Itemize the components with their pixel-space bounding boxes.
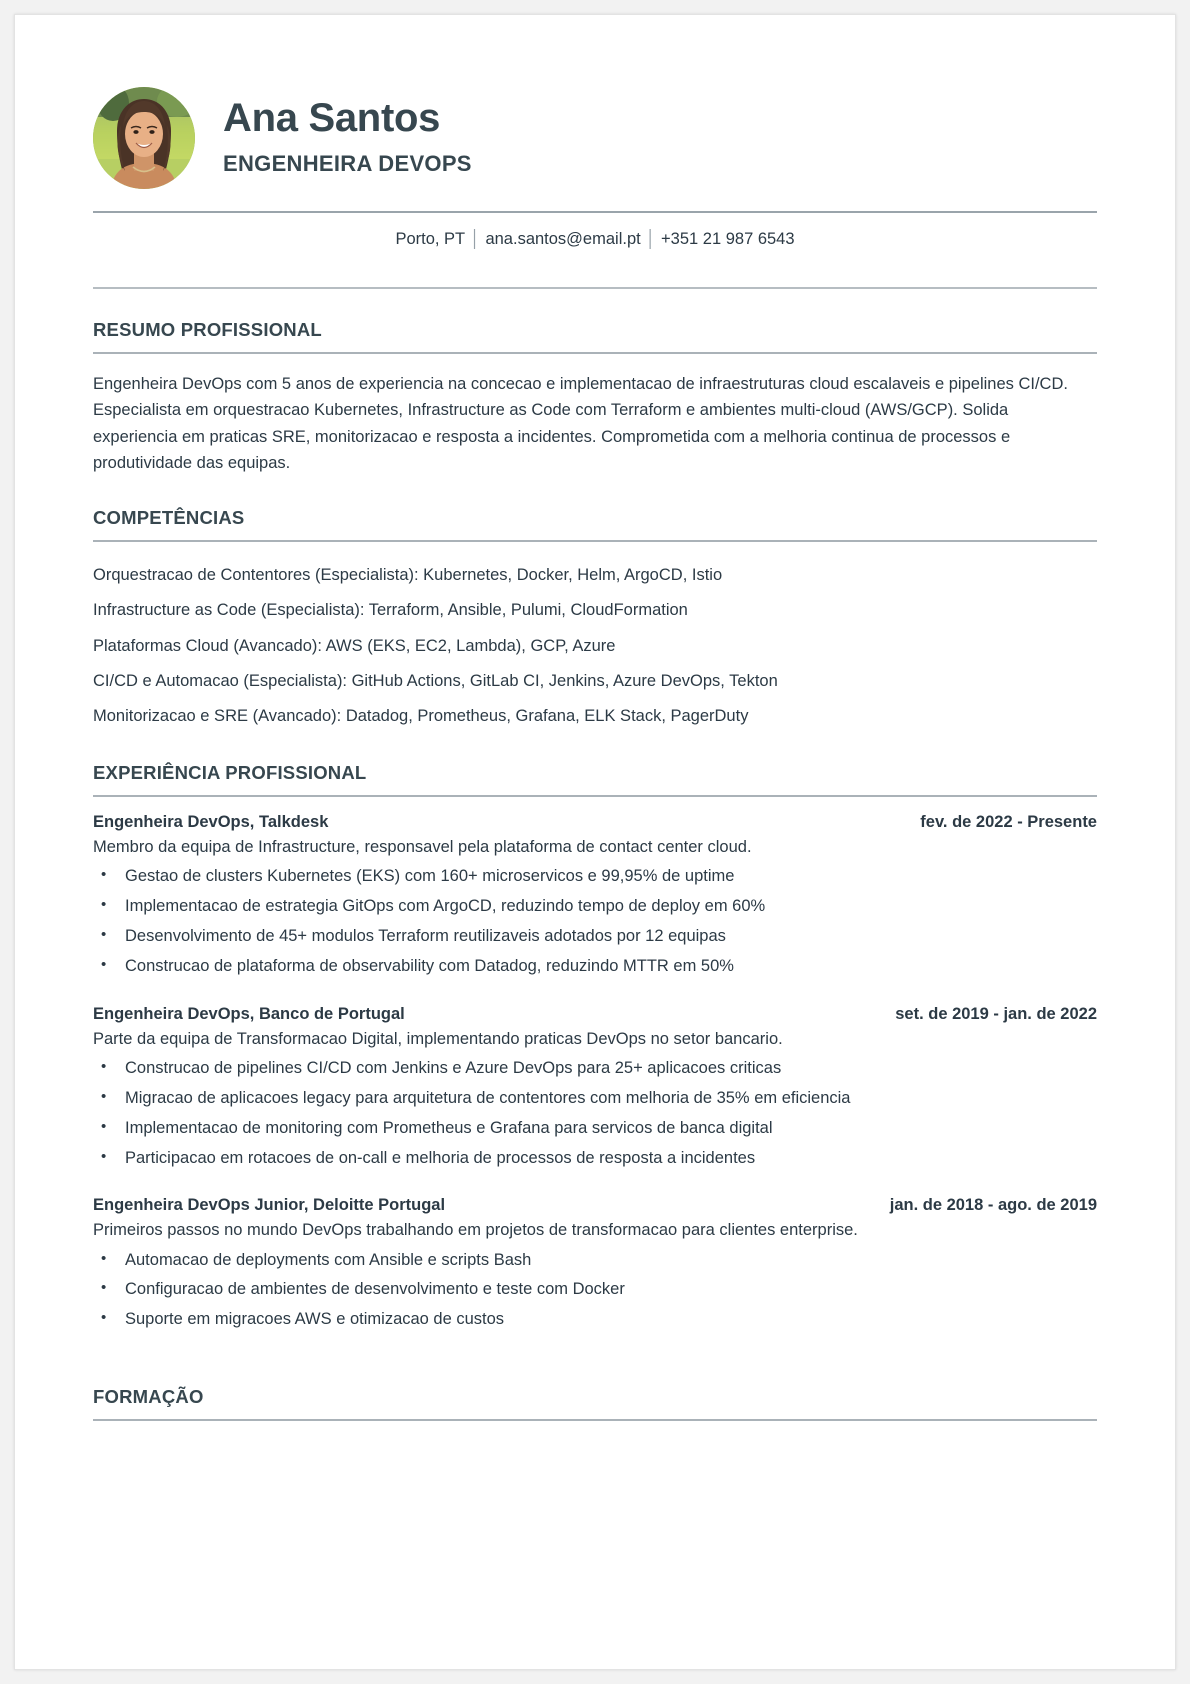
section-divider-education xyxy=(93,1419,1097,1421)
contact-line xyxy=(93,213,1097,265)
experience-bullet: • Configuracao de ambientes de desenvolvimento e teste com Docker xyxy=(93,1278,1097,1302)
experience-entry-header xyxy=(93,1196,1097,1215)
resume-header xyxy=(93,15,1097,189)
section-divider-summary xyxy=(93,352,1097,354)
section-heading-experience: EXPERIÊNCIA PROFISSIONAL xyxy=(93,761,367,783)
experience-job-dates: fev. de 2022 - Presente xyxy=(920,812,1097,831)
section-resumo-profissional xyxy=(93,319,1097,477)
skill-line: CI/CD e Automacao (Especialista): GitHub Actions, GitLab CI, Jenkins, Azure DevOps, Tekton xyxy=(93,671,778,690)
contact-separator-2: │ xyxy=(645,230,657,248)
experience-job-description: Parte da equipa de Transformacao Digital, implementando praticas DevOps no setor bancario. xyxy=(93,1029,783,1048)
section-heading-skills: COMPETÊNCIAS xyxy=(93,506,245,528)
section-competencias xyxy=(93,507,1097,734)
experience-bullet: • Migracao de aplicacoes legacy para arquitetura de contentores com melhoria de 35% em eficiencia xyxy=(93,1087,1097,1111)
experience-list xyxy=(93,813,1097,1332)
contact-email[interactable]: ana.santos@email.pt xyxy=(485,230,641,248)
section-heading-education: FORMAÇÃO xyxy=(93,1386,204,1408)
contact-location: Porto, PT xyxy=(395,230,466,248)
experience-bullet: • Construcao de pipelines CI/CD com Jenkins e Azure DevOps para 25+ aplicacoes criticas xyxy=(93,1057,1097,1081)
page-title: Ana Santos xyxy=(223,95,441,140)
experience-bullet: • Construcao de plataforma de observability com Datadog, reduzindo MTTR em 50% xyxy=(93,955,1097,979)
profile-photo-icon xyxy=(93,87,195,189)
summary-text: Engenheira DevOps com 5 anos de experiencia na concecao e implementacao de infraestruturas cloud escalaveis e pipelines CI/CD. Especialista em orquestracao Kubernetes, Infrastructure as Code com Terraform e ambientes multi-cloud (AWS/GCP). Solida experiencia em praticas SRE, monitorizacao e resposta a incidentes. Comprometida com a melhoria continua de processos e produtividade das equipas. xyxy=(93,375,1068,473)
skill-line: Orquestracao de Contentores (Especialista): Kubernetes, Docker, Helm, ArgoCD, Istio xyxy=(93,566,723,585)
experience-entry-header xyxy=(93,1005,1097,1024)
skill-line: Infrastructure as Code (Especialista): Terraform, Ansible, Pulumi, CloudFormation xyxy=(93,601,688,620)
experience-bullet: • Implementacao de monitoring com Prometheus e Grafana para servicos de banca digital xyxy=(93,1117,1097,1141)
job-role-subtitle: ENGENHEIRA DEVOPS xyxy=(223,151,472,177)
experience-job-description: Membro da equipa de Infrastructure, responsavel pela plataforma de contact center cloud. xyxy=(93,837,752,856)
experience-bullet-list xyxy=(93,865,1097,979)
section-divider-skills xyxy=(93,540,1097,542)
experience-entry xyxy=(93,1005,1097,1171)
experience-job-description: Primeiros passos no mundo DevOps trabalhando em projetos de transformacao para clientes enterprise. xyxy=(93,1221,858,1240)
experience-entry xyxy=(93,813,1097,979)
resume-sheet xyxy=(14,14,1176,1670)
header-divider-bottom xyxy=(93,287,1097,289)
skill-line: Plataformas Cloud (Avancado): AWS (EKS, EC2, Lambda), GCP, Azure xyxy=(93,636,616,655)
experience-bullet: • Participacao em rotacoes de on-call e melhoria de processos de resposta a incidentes xyxy=(93,1147,1097,1171)
section-experiencia-profissional xyxy=(93,762,1097,1332)
section-divider-experience xyxy=(93,795,1097,797)
skills-list xyxy=(93,558,1097,734)
experience-job-dates: set. de 2019 - jan. de 2022 xyxy=(895,1004,1097,1023)
experience-bullet: • Suporte em migracoes AWS e otimizacao de custos xyxy=(93,1308,1097,1332)
experience-job-title: Engenheira DevOps Junior, Deloitte Portugal xyxy=(93,1196,446,1215)
experience-bullet: • Gestao de clusters Kubernetes (EKS) com 160+ microservicos e 99,95% de uptime xyxy=(93,865,1097,889)
experience-bullet: • Desenvolvimento de 45+ modulos Terraform reutilizaveis adotados por 12 equipas xyxy=(93,925,1097,949)
avatar xyxy=(93,87,195,189)
skill-line: Monitorizacao e SRE (Avancado): Datadog, Prometheus, Grafana, ELK Stack, PagerDuty xyxy=(93,707,749,726)
experience-bullet-list xyxy=(93,1057,1097,1171)
experience-bullet-list xyxy=(93,1249,1097,1333)
section-formacao xyxy=(93,1386,1097,1421)
experience-bullet: • Automacao de deployments com Ansible e scripts Bash xyxy=(93,1249,1097,1273)
contact-separator-1: │ xyxy=(470,230,481,248)
experience-job-dates: jan. de 2018 - ago. de 2019 xyxy=(889,1196,1097,1215)
identity-block xyxy=(223,97,472,179)
experience-bullet: • Implementacao de estrategia GitOps com ArgoCD, reduzindo tempo de deploy em 60% xyxy=(93,895,1097,919)
experience-entry-header xyxy=(93,813,1097,832)
contact-phone[interactable]: +351 21 987 6543 xyxy=(661,230,795,248)
experience-entry xyxy=(93,1196,1097,1332)
experience-job-title: Engenheira DevOps, Banco de Portugal xyxy=(93,1004,405,1023)
experience-job-title: Engenheira DevOps, Talkdesk xyxy=(93,812,329,831)
section-heading-summary: RESUMO PROFISSIONAL xyxy=(93,319,322,340)
